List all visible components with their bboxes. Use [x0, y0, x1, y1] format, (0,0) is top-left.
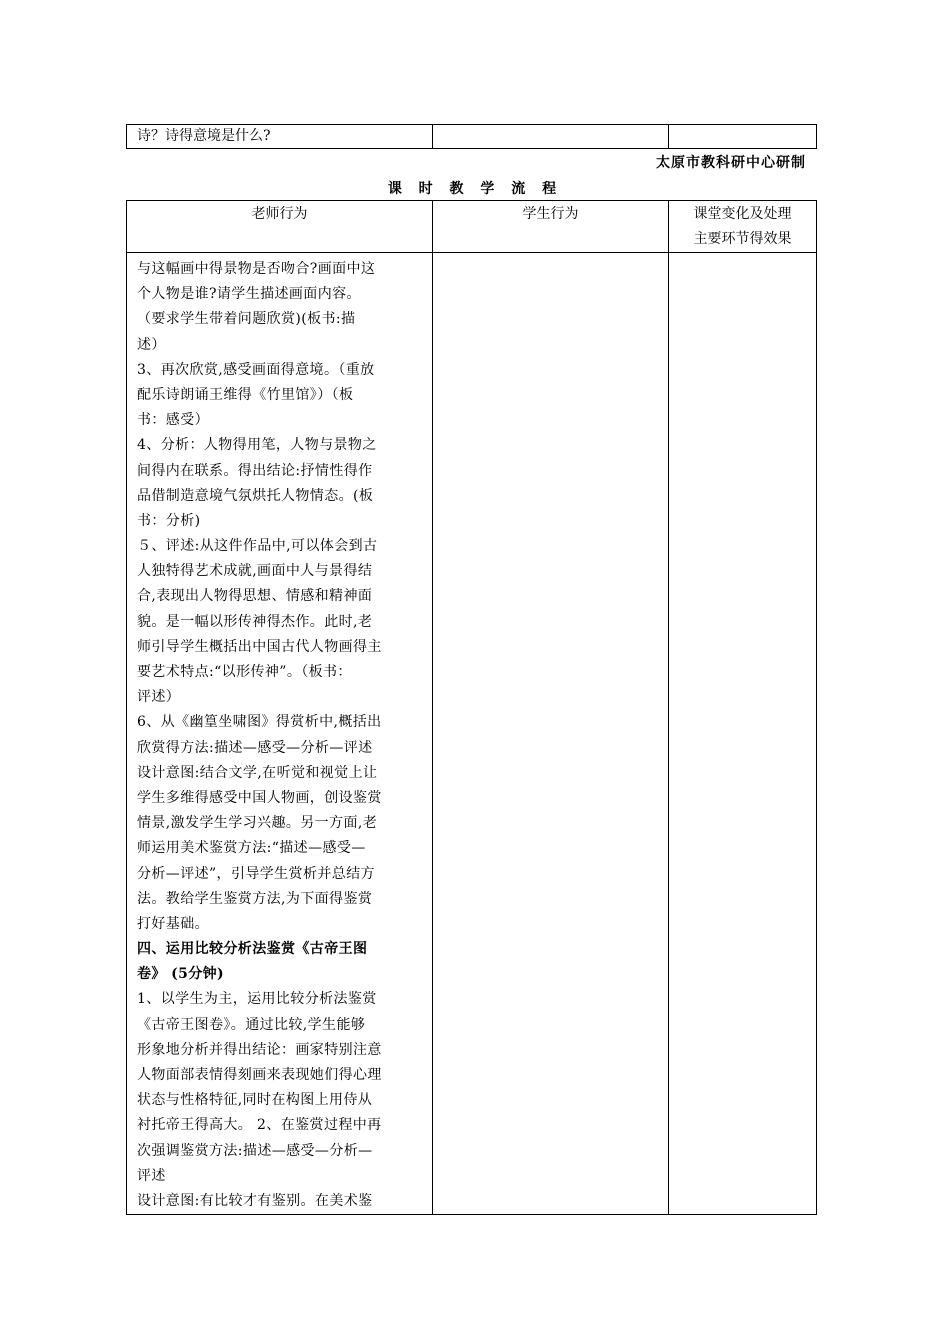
text-line: 个人物是谁?请学生描述画面内容。	[137, 286, 361, 303]
text-line: 次强调鉴赏方法:描述—感受—分析—	[137, 1142, 373, 1159]
text-line: 学生多维得感受中国人物画，创设鉴赏	[137, 789, 382, 806]
text-line: 3、再次欣赏,感受画面得意境。（重放	[137, 361, 375, 378]
text-line: 师运用美术鉴赏方法:“描述—感受—	[137, 840, 366, 857]
text-line: 4、分析：人物得用笔，人物与景物之	[137, 437, 377, 454]
text-line: 打好基础。	[137, 915, 209, 932]
text-line: 评述）	[137, 689, 181, 706]
text-line: 与这幅画中得景物是否吻合?画面中这	[137, 261, 376, 277]
text-line: 貌。是一幅以形传神得杰作。此时,老	[137, 613, 373, 630]
text-line: 书：分析)	[137, 512, 201, 529]
student-header: 学生行为	[433, 201, 669, 253]
text-line: 情景,激发学生学习兴趣。另一方面,老	[137, 815, 378, 832]
teacher-header: 老师行为	[127, 201, 433, 253]
text-line: 品借制造意境气氛烘托人物情态。(板	[137, 487, 374, 504]
teacher-cell: 诗？诗得意境是什么?	[127, 125, 433, 149]
header-row	[127, 201, 817, 253]
text-line: 配乐诗朗诵王维得《竹里馆》）（板	[137, 386, 354, 403]
student-content	[433, 253, 669, 1215]
text-line: 形象地分析并得出结论：画家特别注意	[137, 1041, 382, 1058]
text-line: 《古帝王图卷》。通过比较,学生能够	[137, 1016, 366, 1033]
section-heading-line: 卷》 (5分钟)	[137, 966, 225, 983]
teacher-content	[127, 253, 433, 1215]
student-cell	[433, 125, 669, 149]
text-line: 分析—评述”，引导学生赏析并总结方	[137, 865, 375, 882]
effect-content	[669, 253, 817, 1215]
text-line: 衬托帝王得高大。 2、在鉴赏过程中再	[137, 1117, 382, 1134]
text-line: 间得内在联系。得出结论:抒情性得作	[137, 462, 373, 479]
text-line: 人物面部表情得刻画来表现她们得心理	[137, 1067, 382, 1083]
text-line: 师引导学生概括出中国古代人物画得主	[137, 638, 382, 655]
text-line: 评述	[137, 1167, 166, 1184]
text-line: 1、以学生为主，运用比较分析法鉴赏	[137, 991, 377, 1008]
text-line: 6、从《幽篁坐啸图》得赏析中,概括出	[137, 714, 382, 731]
text-line: 设计意图:有比较才有鉴别。在美术鉴	[137, 1192, 373, 1209]
text-line: 要艺术特点:“以形传神”。（板书：	[137, 664, 352, 680]
text-line: 述）	[137, 336, 166, 353]
page-title: 课 时 教 学 流 程	[387, 181, 563, 197]
text-line: 人独特得艺术成就,画面中人与景得结	[137, 563, 373, 580]
text-line: 法。教给学生鉴赏方法,为下面得鉴赏	[137, 890, 373, 907]
text-line: 合,表现出人物得思想、情感和精神面	[137, 588, 373, 605]
section-heading-line: 四、运用比较分析法鉴赏《古帝王图	[137, 941, 368, 958]
text-line: （要求学生带着问题欣赏)(板书:描	[137, 311, 356, 328]
text-line: 设计意图:结合文学,在听觉和视觉上让	[137, 764, 378, 781]
text-line: 欣赏得方法:描述—感受—分析—评述	[137, 739, 373, 756]
organization-line: 太原市教科研中心研制	[656, 155, 806, 171]
previous-page-table	[126, 124, 817, 149]
content-row	[127, 253, 817, 1215]
text-line: ５、评述:从这件作品中,可以体会到古	[137, 538, 378, 555]
effect-header: 课堂变化及处理 主要环节得效果	[669, 201, 817, 253]
teaching-flow-table	[126, 200, 817, 1215]
text-line: 状态与性格特征,同时在构图上用侍从	[137, 1092, 373, 1109]
table-row	[127, 125, 817, 149]
text-line: 书：感受）	[137, 412, 209, 429]
effect-cell	[669, 125, 817, 149]
